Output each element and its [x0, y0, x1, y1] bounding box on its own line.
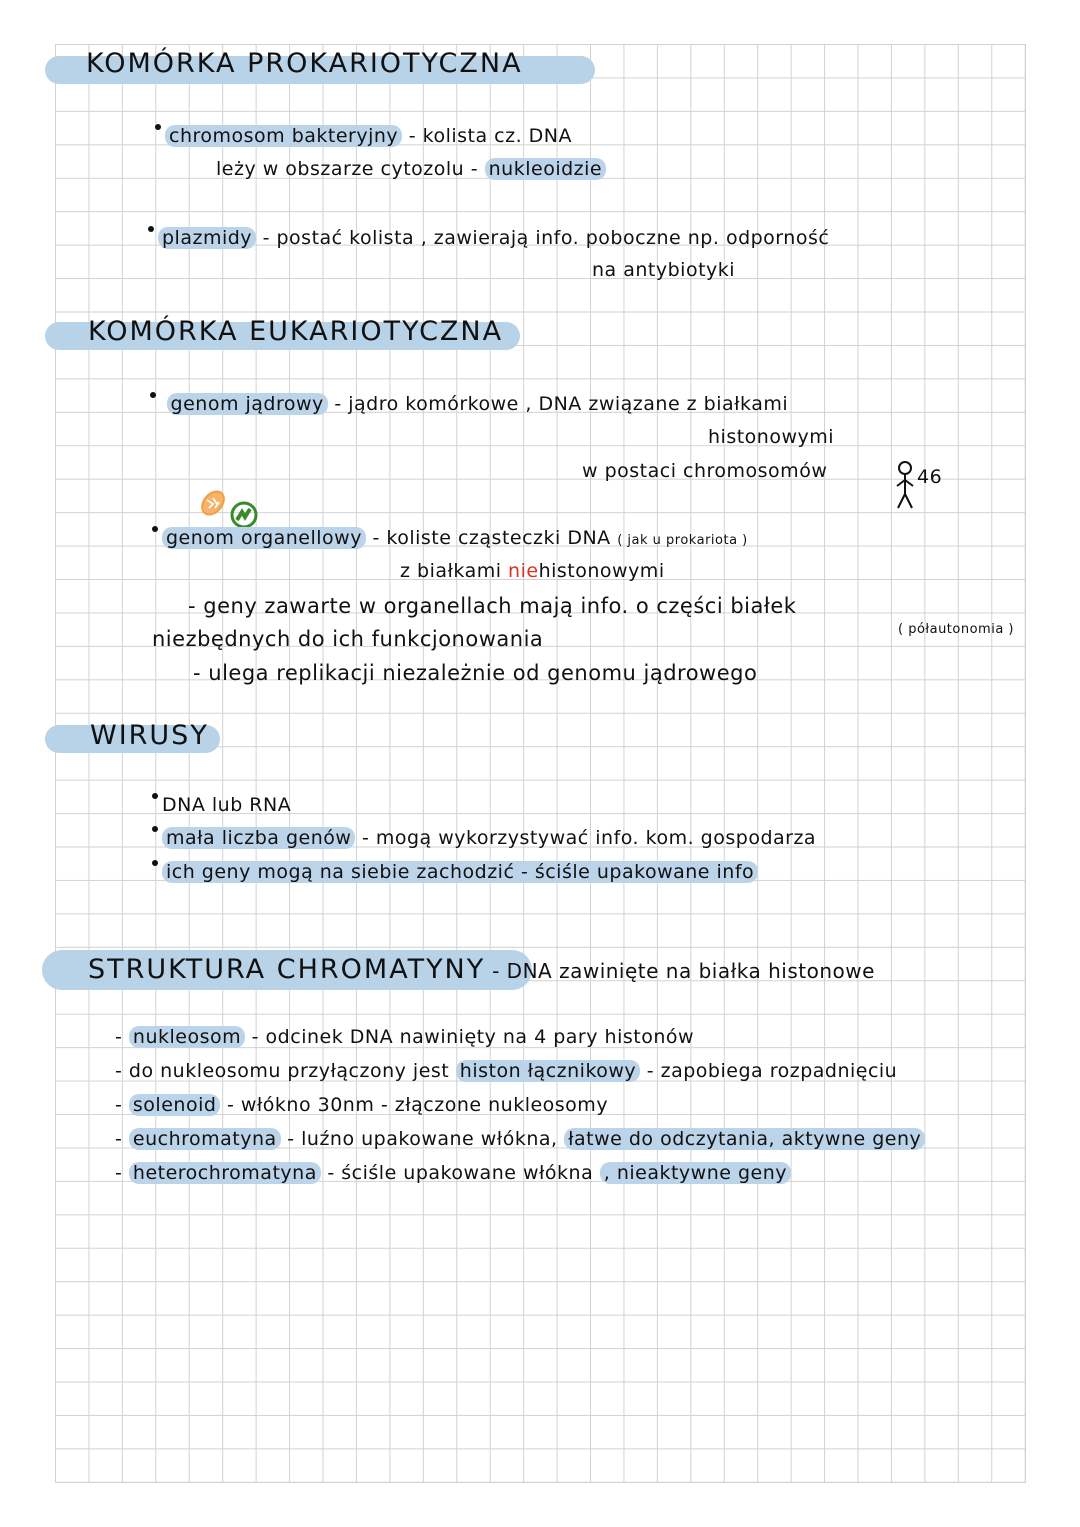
bullet-icon [148, 226, 154, 232]
term-nukleosom: nukleosom [129, 1026, 245, 1048]
bullet-icon [152, 860, 158, 866]
organelle-sub1a: - geny zawarte w organellach mają info. o części białek [188, 594, 797, 618]
human-stick-figure-icon [893, 460, 919, 510]
definition: - postać kolista , zawierają info. poboczne np. odporność [256, 227, 830, 249]
virus-item-3 [152, 860, 758, 883]
term-overlapping-genes: ich geny mogą na siebie zachodzić - ściśle upakowane info [162, 861, 758, 883]
dash: - [115, 1128, 129, 1150]
virus-item-2 [152, 826, 816, 849]
definition: - zapobiega rozpadnięciu [640, 1060, 898, 1082]
bullet-icon [155, 124, 161, 130]
heading-eukaryote: KOMÓRKA EUKARIOTYCZNA [88, 316, 504, 347]
term-genom-organellowy: genom organellowy [162, 527, 366, 549]
chromatin-item-4 [115, 1128, 925, 1150]
chromosome-count: 46 [917, 466, 943, 488]
title: STRUKTURA CHROMATYNY [88, 954, 486, 985]
text: DNA lub RNA [162, 794, 292, 816]
bullet-icon [152, 526, 158, 532]
definition: - jądro komórkowe , DNA związane z białkami [327, 393, 789, 415]
bullet-icon [152, 793, 158, 799]
item-nuclear-genome [150, 392, 788, 415]
definition: leży w obszarze cytozolu - [216, 158, 485, 180]
chromatin-item-3 [115, 1094, 608, 1116]
term-euchromatyna: euchromatyna [129, 1128, 281, 1150]
nuclear-line3: w postaci chromosomów [582, 460, 828, 482]
definition: - mogą wykorzystywać info. kom. gospodarza [355, 827, 817, 849]
definition: - włókno 30nm - złączone nukleosomy [220, 1094, 609, 1116]
term-genom-jadrowy: genom jądrowy [167, 393, 328, 415]
item-plasmids-cont: na antybiotyki [592, 259, 736, 281]
definition: - ściśle upakowane włókna [320, 1162, 600, 1184]
item-plasmids [148, 226, 829, 249]
note-polautonomia: ( półautonomia ) [898, 622, 1014, 637]
term-chromosom: chromosom bakteryjny [165, 125, 402, 147]
text: - do nukleosomu przyłączony jest [115, 1060, 456, 1082]
term-solenoid: solenoid [129, 1094, 221, 1116]
term-plazmidy: plazmidy [158, 227, 256, 249]
term-nukleoid: nukleoidzie [485, 158, 606, 180]
organelle-line2 [400, 560, 665, 582]
chromatin-item-5 [115, 1162, 791, 1184]
subtitle: - DNA zawinięte na białka histonowe [485, 959, 875, 983]
bullet-icon [150, 392, 156, 398]
term-heterochromatyna: heterochromatyna [129, 1162, 321, 1184]
dash: - [115, 1026, 129, 1048]
text: z białkami [400, 560, 509, 582]
heading-chromatin [88, 954, 875, 985]
term-latwe-do-odczytania: łatwe do odczytania, aktywne geny [564, 1128, 925, 1150]
heading-viruses: WIRUSY [90, 720, 209, 751]
chromatin-item-2 [115, 1060, 897, 1082]
definition: - kolista cz. DNA [402, 125, 573, 147]
virus-item-1 [152, 793, 291, 816]
definition: - koliste cząsteczki DNA [365, 527, 611, 549]
note-prokaryote: ( jak u prokariota ) [617, 533, 748, 548]
organelle-sub2: - ulega replikacji niezależnie od genomu jądrowego [193, 661, 758, 685]
dash: - [115, 1162, 129, 1184]
term-histon-lacznikowy: histon łącznikowy [456, 1060, 640, 1082]
organelle-sub1b: niezbędnych do ich funkcjonowania [152, 627, 544, 651]
bullet-icon [152, 826, 158, 832]
term-mala-liczba-genow: mała liczba genów [162, 827, 355, 849]
emphasis-nie: nie [508, 560, 539, 582]
chromatin-item-1 [115, 1026, 694, 1048]
nuclear-line2: histonowymi [708, 426, 835, 448]
item-chromosome [155, 124, 572, 147]
definition: - odcinek DNA nawinięty na 4 pary histonów [245, 1026, 695, 1048]
heading-prokaryote: KOMÓRKA PROKARIOTYCZNA [86, 48, 523, 79]
mitochondrion-icon [197, 488, 229, 518]
term-nieaktywne-geny: , nieaktywne geny [600, 1162, 791, 1184]
text: histonowymi [538, 560, 665, 582]
dash: - [115, 1094, 129, 1116]
grid-paper [55, 44, 1026, 1483]
item-chromosome-cont [216, 158, 606, 180]
item-organelle-genome [152, 526, 748, 549]
definition: - luźno upakowane włókna, [280, 1128, 565, 1150]
